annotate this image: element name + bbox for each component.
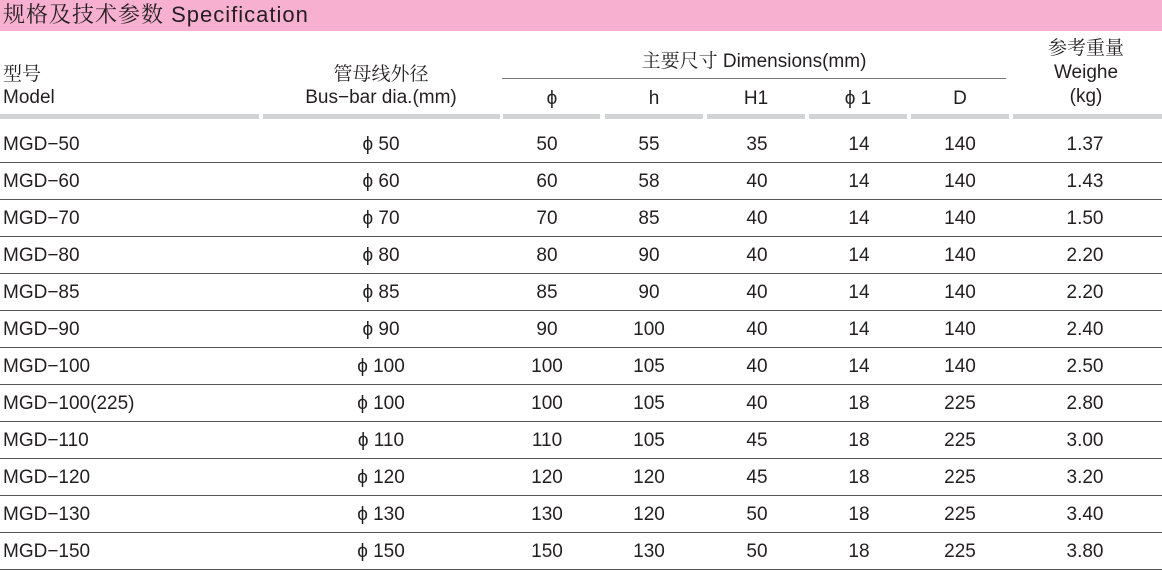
header-model-cn: 型号 <box>3 64 42 85</box>
cell-h: 58 <box>638 171 660 192</box>
header-divider <box>1013 114 1162 119</box>
table-row <box>0 274 1162 311</box>
cell-weight: 1.37 <box>1066 134 1104 155</box>
cell-h1: 45 <box>746 467 768 488</box>
cell-h: 55 <box>638 134 660 155</box>
cell-h1: 40 <box>746 319 768 340</box>
cell-phi1: 14 <box>848 208 870 229</box>
cell-phi1: 14 <box>848 171 870 192</box>
cell-h: 105 <box>633 356 665 377</box>
table-row <box>0 385 1162 422</box>
header-weight-cn: 参考重量 <box>1047 38 1124 59</box>
header-divider <box>911 114 1009 119</box>
cell-h1: 45 <box>746 430 768 451</box>
cell-h1: 35 <box>746 134 768 155</box>
cell-model: MGD−130 <box>3 504 91 525</box>
table-row <box>0 533 1162 570</box>
cell-h: 90 <box>638 245 660 266</box>
cell-d: 140 <box>944 356 976 377</box>
cell-phi1: 18 <box>848 541 870 562</box>
cell-weight: 3.40 <box>1066 504 1104 525</box>
cell-busbar-dia: ϕ 110 <box>357 430 405 451</box>
table-row <box>0 237 1162 274</box>
cell-phi: 110 <box>531 430 563 451</box>
cell-model: MGD−50 <box>3 134 80 155</box>
cell-weight: 2.80 <box>1066 393 1104 414</box>
header-divider <box>605 114 703 119</box>
cell-weight: 1.43 <box>1066 171 1104 192</box>
cell-d: 225 <box>944 541 976 562</box>
cell-weight: 2.20 <box>1066 245 1104 266</box>
cell-d: 225 <box>944 430 976 451</box>
cell-d: 140 <box>944 171 976 192</box>
cell-d: 225 <box>944 393 976 414</box>
cell-busbar-dia: ϕ 70 <box>362 208 400 229</box>
cell-phi: 85 <box>536 282 558 303</box>
cell-h1: 40 <box>746 356 768 377</box>
cell-d: 140 <box>944 208 976 229</box>
header-busbar-cn: 管母线外径 <box>333 64 429 85</box>
cell-h: 130 <box>633 541 665 562</box>
cell-model: MGD−90 <box>3 319 80 340</box>
cell-h1: 40 <box>746 171 768 192</box>
cell-busbar-dia: ϕ 80 <box>362 245 400 266</box>
cell-model: MGD−80 <box>3 245 80 266</box>
cell-phi: 90 <box>536 319 558 340</box>
cell-busbar-dia: ϕ 85 <box>362 282 400 303</box>
cell-model: MGD−110 <box>3 430 89 451</box>
cell-phi1: 18 <box>848 467 870 488</box>
cell-busbar-dia: ϕ 50 <box>362 134 400 155</box>
subheader-phi: ϕ <box>546 88 558 109</box>
cell-d: 140 <box>944 319 976 340</box>
cell-weight: 2.20 <box>1066 282 1104 303</box>
cell-h1: 50 <box>746 504 768 525</box>
subheader-h: h <box>648 88 660 109</box>
cell-h1: 50 <box>746 541 768 562</box>
cell-busbar-dia: ϕ 150 <box>357 541 405 562</box>
cell-phi: 120 <box>531 467 563 488</box>
cell-model: MGD−100(225) <box>3 393 135 414</box>
cell-h1: 40 <box>746 208 768 229</box>
table-row <box>0 459 1162 496</box>
cell-phi1: 14 <box>848 356 870 377</box>
cell-d: 140 <box>944 245 976 266</box>
cell-busbar-dia: ϕ 100 <box>357 356 405 377</box>
header-busbar-en: Bus−bar dia.(mm) <box>305 87 457 108</box>
header-weight-en: Weighe <box>1053 62 1119 83</box>
cell-h1: 40 <box>746 245 768 266</box>
table-row <box>0 126 1162 163</box>
cell-weight: 3.00 <box>1066 430 1104 451</box>
header-model-en: Model <box>3 87 55 108</box>
cell-h: 100 <box>633 319 665 340</box>
cell-busbar-dia: ϕ 100 <box>357 393 405 414</box>
table-row <box>0 163 1162 200</box>
cell-weight: 3.20 <box>1066 467 1104 488</box>
header-divider <box>0 114 259 119</box>
cell-weight: 2.40 <box>1066 319 1104 340</box>
cell-busbar-dia: ϕ 130 <box>357 504 405 525</box>
cell-model: MGD−60 <box>3 171 80 192</box>
cell-phi1: 14 <box>848 245 870 266</box>
cell-phi: 100 <box>531 393 563 414</box>
table-row <box>0 496 1162 533</box>
cell-model: MGD−85 <box>3 282 80 303</box>
cell-h: 105 <box>633 430 665 451</box>
header-divider <box>503 114 600 119</box>
header-divider <box>263 114 500 119</box>
subheader-d: D <box>953 88 967 109</box>
cell-h: 120 <box>633 504 665 525</box>
cell-d: 140 <box>944 282 976 303</box>
cell-phi1: 18 <box>848 504 870 525</box>
cell-phi: 100 <box>531 356 563 377</box>
cell-h: 85 <box>638 208 660 229</box>
cell-weight: 3.80 <box>1066 541 1104 562</box>
cell-phi1: 18 <box>848 393 870 414</box>
cell-d: 140 <box>944 134 976 155</box>
subheader-h1: H1 <box>743 88 769 109</box>
cell-weight: 2.50 <box>1066 356 1104 377</box>
cell-model: MGD−120 <box>3 467 91 488</box>
cell-phi1: 14 <box>848 282 870 303</box>
cell-d: 225 <box>944 467 976 488</box>
cell-busbar-dia: ϕ 60 <box>362 171 400 192</box>
cell-h1: 40 <box>746 282 768 303</box>
table-row <box>0 311 1162 348</box>
page-title: 规格及技术参数 Specification <box>3 2 309 27</box>
cell-phi1: 14 <box>848 134 870 155</box>
cell-phi: 50 <box>536 134 558 155</box>
cell-model: MGD−70 <box>3 208 80 229</box>
table-row <box>0 422 1162 459</box>
cell-phi1: 14 <box>848 319 870 340</box>
header-divider <box>707 114 805 119</box>
cell-phi: 80 <box>536 245 558 266</box>
cell-h: 105 <box>633 393 665 414</box>
header-divider <box>809 114 907 119</box>
header-weight-unit: (kg) <box>1069 86 1103 107</box>
title-bar <box>0 0 1162 31</box>
subheader-phi1: ϕ 1 <box>844 88 872 109</box>
cell-phi: 150 <box>531 541 563 562</box>
dimensions-underline <box>502 78 1006 79</box>
table-row <box>0 200 1162 237</box>
cell-weight: 1.50 <box>1066 208 1104 229</box>
cell-h: 120 <box>633 467 665 488</box>
cell-phi: 70 <box>536 208 558 229</box>
cell-model: MGD−100 <box>3 356 91 377</box>
table-row <box>0 348 1162 385</box>
cell-d: 225 <box>944 504 976 525</box>
cell-h1: 40 <box>746 393 768 414</box>
cell-model: MGD−150 <box>3 541 91 562</box>
cell-phi: 60 <box>536 171 558 192</box>
cell-busbar-dia: ϕ 120 <box>357 467 405 488</box>
cell-h: 90 <box>638 282 660 303</box>
cell-busbar-dia: ϕ 90 <box>362 319 400 340</box>
header-dimensions: 主要尺寸 Dimensions(mm) <box>641 51 867 72</box>
cell-phi1: 18 <box>848 430 870 451</box>
cell-phi: 130 <box>531 504 563 525</box>
